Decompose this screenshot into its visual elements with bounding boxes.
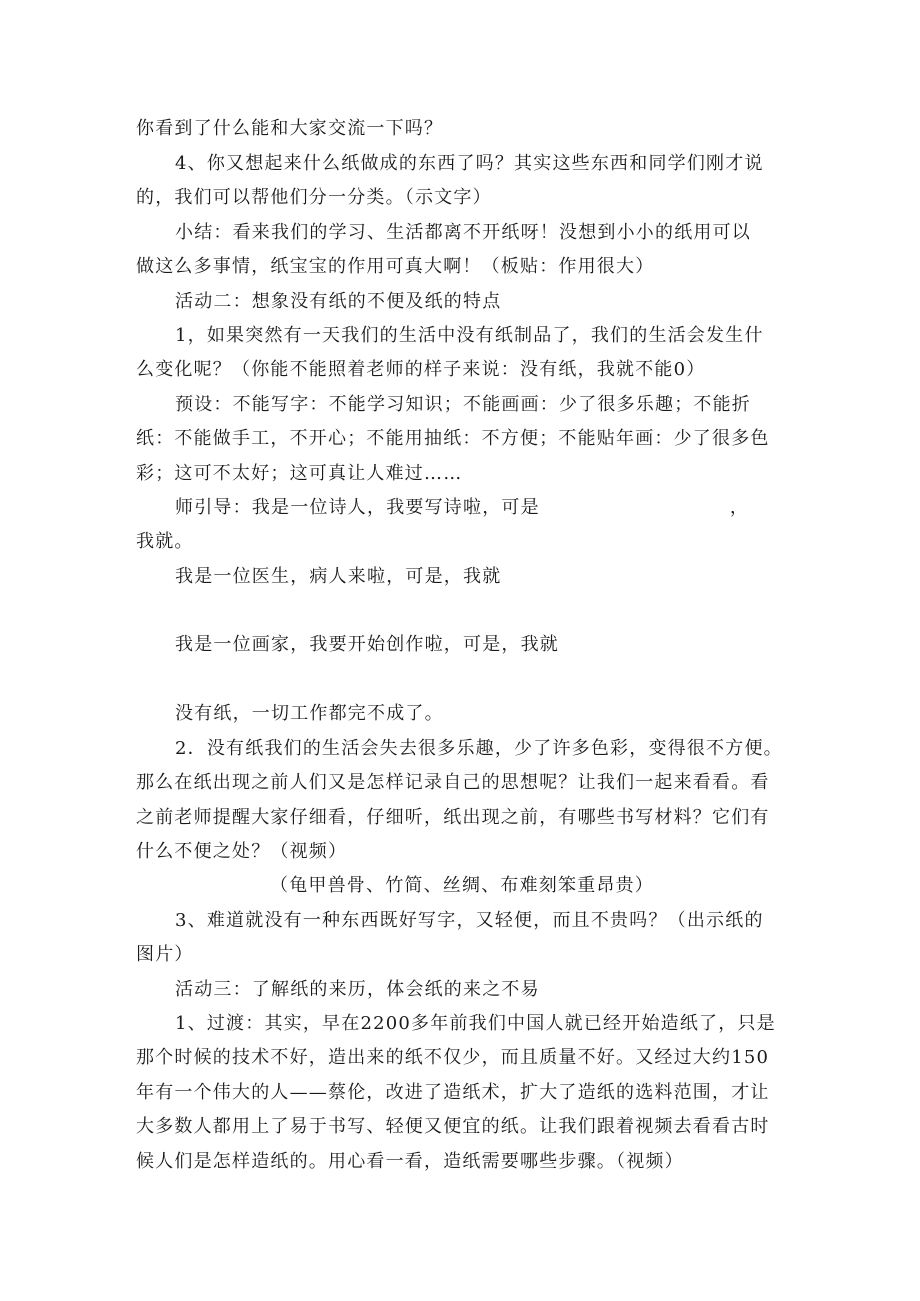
section-heading: 活动二：想象没有纸的不便及纸的特点: [175, 291, 502, 312]
text-line: 年有一个伟大的人——蔡伦，改进了造纸术，扩大了造纸的选料范围，才让: [136, 1082, 770, 1103]
text-line: 那么在纸出现之前人们又是怎样记录自己的思想呢？让我们一起来看看。看: [136, 772, 770, 793]
text-line: 做这么多事情，纸宝宝的作用可真大啊！（板贴：作用很大）: [136, 256, 655, 277]
text-line: 彩；这可不太好；这可真让人难过……: [136, 463, 463, 484]
text-line: 3、难道就没有一种东西既好写字，又轻便，而且不贵吗？（出示纸的: [175, 910, 764, 931]
text-line: （龟甲兽骨、竹简、丝绸、布难刻笨重昂贵）: [270, 875, 654, 896]
text-line: 小结：看来我们的学习、生活都离不开纸呀！没想到小小的纸用可以: [175, 222, 751, 243]
text-line: 的，我们可以帮他们分一分类。（示文字）: [136, 187, 492, 208]
text-line: 大多数人都用上了易于书写、轻便又便宜的纸。让我们跟着视频去看看古时: [136, 1116, 770, 1137]
text-line: 预设：不能写字：不能学习知识；不能画画：少了很多乐趣；不能折: [175, 394, 751, 415]
text-line: 没有纸，一切工作都完不成了。: [175, 703, 444, 724]
text-line: [175, 496, 749, 520]
text-line: 2．没有纸我们的生活会失去很多乐趣，少了许多色彩，变得很不方便。: [175, 738, 783, 759]
section-heading: 活动三：了解纸的来历，体会纸的来之不易: [175, 979, 540, 1000]
text-line: 我是一位画家，我要开始创作啦，可是，我就: [175, 634, 559, 655]
text-line: 图片）: [136, 944, 194, 965]
text-line: 我就。: [136, 531, 194, 552]
text-line: 候人们是怎样造纸的。用心看一看，造纸需要哪些步骤。（视频）: [136, 1151, 684, 1172]
text-line: 那个时候的技术不好，造出来的纸不仅少，而且质量不好。又经过大约150: [136, 1047, 770, 1068]
text-line: 什么不便之处？（视频）: [136, 841, 348, 862]
text-line: 你看到了什么能和大家交流一下吗？: [136, 118, 444, 139]
text-line: 1，如果突然有一天我们的生活中没有纸制品了，我们的生活会发生什: [175, 325, 764, 346]
text-line: 纸：不能做手工，不开心；不能用抽纸：不方便；不能贴年画：少了很多色: [136, 428, 770, 449]
text-line: 之前老师提醒大家仔细看，仔细听，纸出现之前，有哪些书写材料？它们有: [136, 807, 770, 828]
text-segment: ，: [729, 497, 750, 518]
text-line: 么变化呢？（你能不能照着老师的样子来说：没有纸，我就不能0）: [136, 359, 706, 380]
text-line: 1、过渡：其实，早在2200多年前我们中国人就已经开始造纸了，只是: [175, 1013, 776, 1034]
text-line: 我是一位医生，病人来啦，可是，我就: [175, 566, 502, 587]
text-segment: 师引导：我是一位诗人，我要写诗啦，可是: [175, 497, 540, 518]
text-line: 4、你又想起来什么纸做成的东西了吗？其实这些东西和同学们刚才说: [175, 153, 764, 174]
